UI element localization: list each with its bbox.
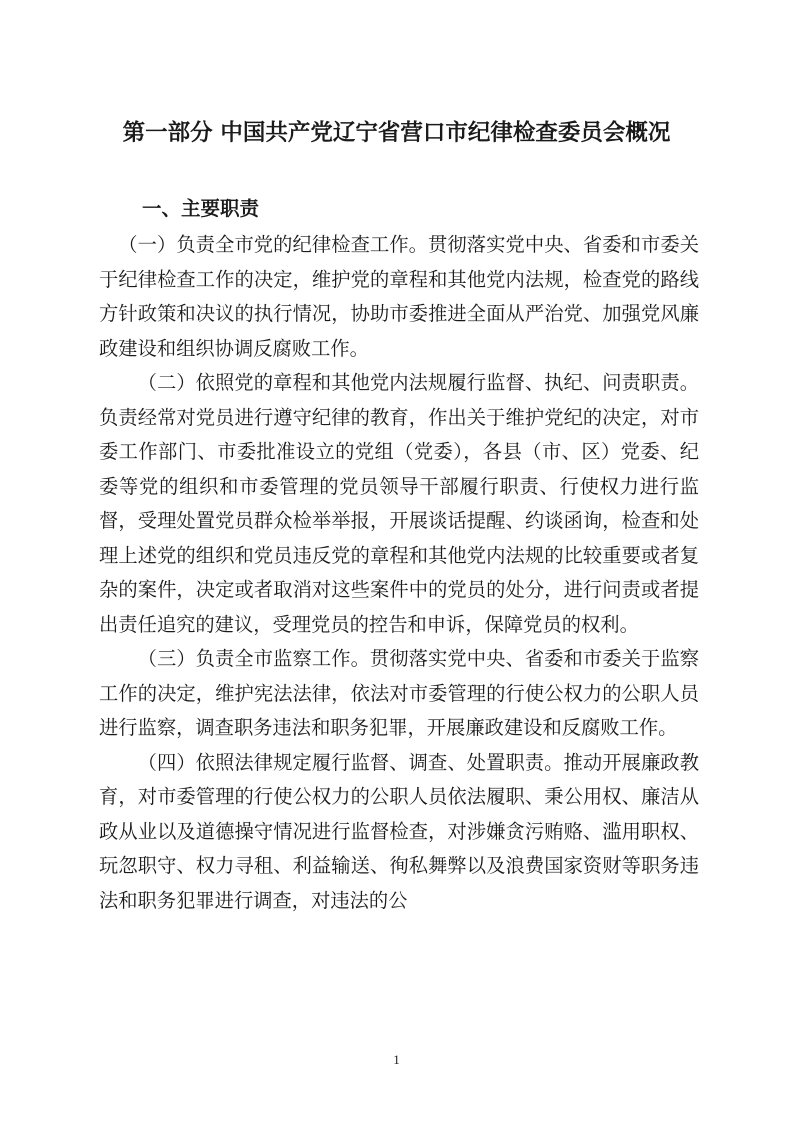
paragraph-2: （二）依照党的章程和其他党内法规履行监督、执纪、问责职责。负责经常对党员进行遵守纪律的教育，作出关于维护党纪的决定，对市委工作部门、市委批准设立的党组（党委），各县（市、区）党委、纪委等党的组织和市委管理的党员领导干部履行职责、行使权力进行监督，受理处置党员群众检举举报，开展谈话提醒、约谈函询，检查和处理上述党的组织和党员违反党的章程和其他党内法规的比较重要或者复杂的案件，决定或者取消对这些案件中的党员的处分，进行问责或者提出责任追究的建议，受理党员的控告和申诉，保障党员的权利。	[99, 371, 699, 636]
section-heading: 一、主要职责	[142, 197, 260, 220]
paragraph-3: （三）负责全市监察工作。贯彻落实党中央、省委和市委关于监察工作的决定，维护宪法法律，依法对市委管理的行使公权力的公职人员进行监察，调查职务违法和职务犯罪，开展廉政建设和反腐败工作。	[99, 647, 699, 739]
paragraph-1: （一）负责全市党的纪律检查工作。贯彻落实党中央、省委和市委关于纪律检查工作的决定，维护党的章程和其他党内法规，检查党的路线方针政策和决议的执行情况，协助市委推进全面从严治党、加强党风廉政建设和组织协调反腐败工作。	[99, 233, 699, 360]
page-number: 1	[393, 1052, 400, 1067]
document-body	[99, 228, 699, 918]
page-title: 第一部分 中国共产党辽宁省营口市纪律检查委员会概况	[122, 120, 671, 146]
paragraph-4: （四）依照法律规定履行监督、调查、处置职责。推动开展廉政教育，对市委管理的行使公权力的公职人员依法履职、秉公用权、廉洁从政从业以及道德操守情况进行监督检查，对涉嫌贪污贿赂、滥用职权、玩忽职守、权力寻租、利益输送、徇私舞弊以及浪费国家资财等职务违法和职务犯罪进行调查，对违法的公	[99, 750, 699, 912]
